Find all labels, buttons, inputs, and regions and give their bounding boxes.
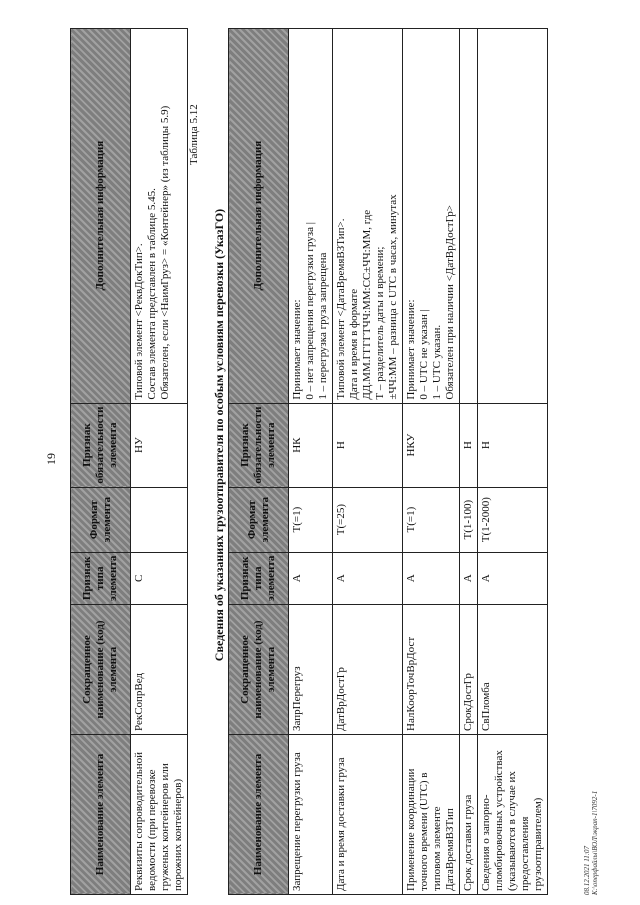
info-line: Обязателен при наличии <ДатВрДостГр> [444,205,456,400]
cell-type: А [403,552,460,604]
info-line: 0 – UTC не указан | [418,309,430,400]
cell-required: НК [289,403,333,487]
cell-name: Дата и время доставки груза [333,735,403,895]
header-info: Дополнительная информация [71,28,131,403]
info-line: 0 – нет запрещения перегрузки груза | [304,222,316,400]
table-row [460,28,478,894]
info-line: ДД.ММ.ГГГГТЧЧ:ММ:СС±ЧЧ:ММ, где [361,209,373,400]
cell-info [460,28,478,403]
cell-name: Применение координации точного времени (UTC) в типовом элементе ДатаВремяВЗТип [403,735,460,895]
table-row [333,28,403,894]
cell-type: А [289,552,333,604]
info-line: 1 – перегрузка груза запрещена [317,252,329,400]
cell-required: Н [460,403,478,487]
cell-info [333,28,403,403]
header-format: Формат элемента [71,487,131,552]
file-stamp-path: К:\оперфайлы\ВОЛ\экраn-1\7092-1 [591,790,599,895]
info-line: Состав элемента представлен в таблице 5.45. [146,188,158,400]
info-line: Типовой элемент <РеквДокТип>. [133,243,145,400]
table-caption: Таблица 5.12 [188,104,200,165]
page-number: 19 [44,453,58,465]
table-header-row [229,28,289,894]
table-row [289,28,333,894]
header-info: Дополнительная информация [229,28,289,403]
table-row [478,28,548,894]
table-row [131,28,188,894]
cell-format [131,487,188,552]
info-line: 1 – UTC указан. [431,324,443,400]
cell-format: Т(=25) [333,487,403,552]
info-line: ±ЧЧ:ММ – разница с UTC в часах, минутах [387,194,399,400]
ukazgo-table [228,28,548,895]
cell-name: Срок доставки груза [460,735,478,895]
cell-format: Т(1-100) [460,487,478,552]
info-line: Дата и время в формате [348,288,360,400]
info-line: Т – разделитель даты и времени; [374,246,386,400]
cell-short: РекСопрВед [131,605,188,735]
cell-required: НУ [131,403,188,487]
cell-name: Сведения о запорно-пломбировочных устройствах (указываются в случае их предоставления грузоотправителем) [478,735,548,895]
cell-required: НКУ [403,403,460,487]
header-type: Признак типа элемента [229,552,289,604]
header-short: Сокращенное наименование (код) элемента [229,605,289,735]
header-format: Формат элемента [229,487,289,552]
cell-short: СвПломба [478,605,548,735]
header-short: Сокращенное наименование (код) элемента [71,605,131,735]
cell-required: Н [478,403,548,487]
cell-info [289,28,333,403]
header-type: Признак типа элемента [71,552,131,604]
cell-format: Т(=1) [403,487,460,552]
cell-type: С [131,552,188,604]
table-row [403,28,460,894]
cell-short: СрокДостГр [460,605,478,735]
cell-type: А [460,552,478,604]
cell-short: ЗапрПерегруз [289,605,333,735]
cell-info [478,28,548,403]
section-title: Сведения об указаниях грузоотправителя по особым условиям перевозки (УказГО) [212,208,226,662]
header-required: Признак обязательности элемента [71,403,131,487]
table-header-row [71,28,131,894]
info-line: Принимает значение: [291,299,303,400]
elements-table-continued [70,28,188,895]
cell-info [131,28,188,403]
cell-short: ДатВрДостГр [333,605,403,735]
cell-required: Н [333,403,403,487]
cell-info [403,28,460,403]
info-line: Принимает значение: [405,299,417,400]
info-line: Обязателен, если <НаимГруз> = «Контейнер» (из таблицы 5.9) [159,105,171,400]
cell-name: Запрещение перегрузки груза [289,735,333,895]
file-stamp [583,791,599,895]
cell-type: А [478,552,548,604]
cell-format: Т(1-2000) [478,487,548,552]
info-line: Типовой элемент <ДатаВремяВЗТип>. [335,218,347,400]
cell-short: НалКоорТочВрДост [403,605,460,735]
cell-type: А [333,552,403,604]
file-stamp-date: 08.12.2021 11:07 [583,845,591,895]
cell-format: Т(=1) [289,487,333,552]
cell-name: Реквизиты сопроводительной ведомости (при перевозке груженых контейнеров или порожних контейнеров) [131,735,188,895]
header-name: Наименование элемента [71,735,131,895]
header-name: Наименование элемента [229,735,289,895]
header-required: Признак обязательности элемента [229,403,289,487]
